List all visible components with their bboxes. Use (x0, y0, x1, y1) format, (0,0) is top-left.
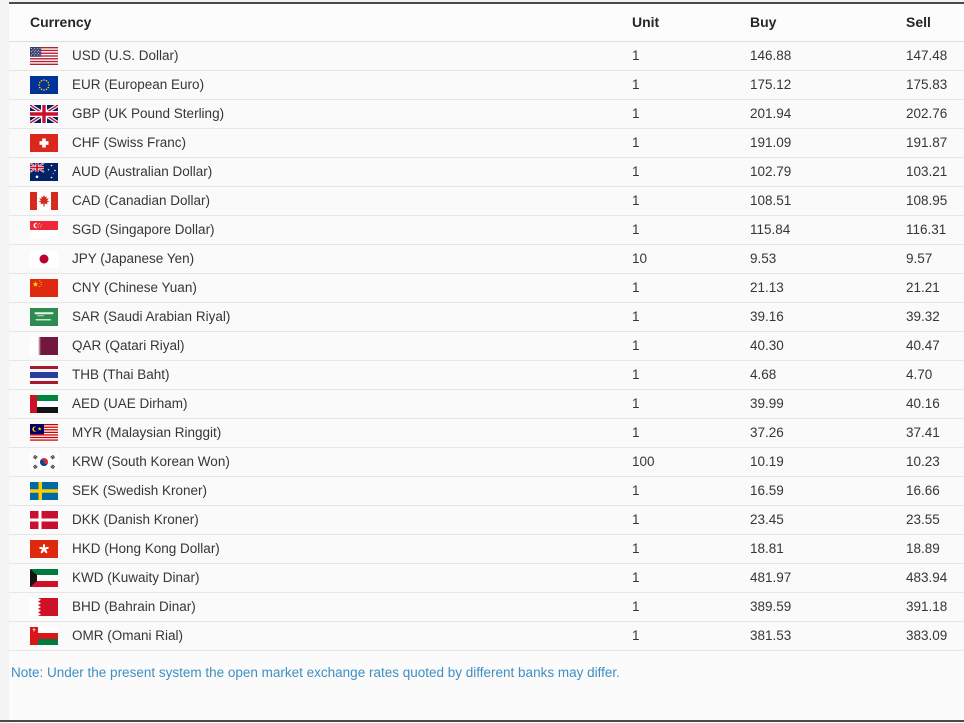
flag-cell (9, 476, 72, 505)
flag-cell (9, 215, 72, 244)
currency-name: QAR (Qatari Riyal) (72, 331, 632, 360)
unit-value: 1 (632, 534, 750, 563)
unit-value: 1 (632, 128, 750, 157)
unit-value: 1 (632, 360, 750, 389)
currency-name: GBP (UK Pound Sterling) (72, 99, 632, 128)
unit-value: 1 (632, 563, 750, 592)
table-row (9, 563, 964, 592)
table-row (9, 331, 964, 360)
flag-cell (9, 447, 72, 476)
unit-value: 1 (632, 389, 750, 418)
flag-cell (9, 389, 72, 418)
flag-cell (9, 331, 72, 360)
flag-cell (9, 534, 72, 563)
eur-flag-icon (30, 76, 58, 94)
unit-value: 1 (632, 41, 750, 70)
flag-cell (9, 244, 72, 273)
usd-flag-icon (30, 47, 58, 65)
buy-rate: 108.51 (750, 186, 906, 215)
sell-rate: 23.55 (906, 505, 964, 534)
aud-flag-icon (30, 163, 58, 181)
currency-name: AED (UAE Dirham) (72, 389, 632, 418)
thb-flag-icon (30, 366, 58, 384)
currency-name: CNY (Chinese Yuan) (72, 273, 632, 302)
hkd-flag-icon (30, 540, 58, 558)
unit-value: 1 (632, 476, 750, 505)
unit-value: 1 (632, 273, 750, 302)
buy-rate: 191.09 (750, 128, 906, 157)
header-sell: Sell (906, 4, 964, 41)
table-row (9, 447, 964, 476)
unit-value: 1 (632, 70, 750, 99)
table-row (9, 592, 964, 621)
buy-rate: 39.99 (750, 389, 906, 418)
flag-cell (9, 70, 72, 99)
table-row (9, 70, 964, 99)
sell-rate: 116.31 (906, 215, 964, 244)
currency-name: DKK (Danish Kroner) (72, 505, 632, 534)
header-buy: Buy (750, 4, 906, 41)
flag-cell (9, 273, 72, 302)
currency-name: OMR (Omani Rial) (72, 621, 632, 650)
sar-flag-icon (30, 308, 58, 326)
cad-flag-icon (30, 192, 58, 210)
flag-cell (9, 621, 72, 650)
unit-value: 1 (632, 186, 750, 215)
currency-name: USD (U.S. Dollar) (72, 41, 632, 70)
myr-flag-icon (30, 424, 58, 442)
buy-rate: 16.59 (750, 476, 906, 505)
table-row (9, 128, 964, 157)
table-row (9, 302, 964, 331)
table-row (9, 476, 964, 505)
buy-rate: 4.68 (750, 360, 906, 389)
table-row (9, 360, 964, 389)
unit-value: 1 (632, 302, 750, 331)
sgd-flag-icon (30, 221, 58, 239)
bottom-divider (0, 720, 964, 722)
table-row (9, 534, 964, 563)
currency-name: SAR (Saudi Arabian Riyal) (72, 302, 632, 331)
sell-rate: 4.70 (906, 360, 964, 389)
currency-name: SEK (Swedish Kroner) (72, 476, 632, 505)
flag-cell (9, 418, 72, 447)
krw-flag-icon (30, 453, 58, 471)
table-row (9, 215, 964, 244)
table-row (9, 41, 964, 70)
sek-flag-icon (30, 482, 58, 500)
buy-rate: 146.88 (750, 41, 906, 70)
flag-cell (9, 41, 72, 70)
unit-value: 1 (632, 215, 750, 244)
buy-rate: 18.81 (750, 534, 906, 563)
buy-rate: 39.16 (750, 302, 906, 331)
bhd-flag-icon (30, 598, 58, 616)
flag-cell (9, 563, 72, 592)
buy-rate: 9.53 (750, 244, 906, 273)
currency-name: SGD (Singapore Dollar) (72, 215, 632, 244)
sell-rate: 483.94 (906, 563, 964, 592)
table-header-row (9, 4, 964, 41)
buy-rate: 102.79 (750, 157, 906, 186)
currency-name: JPY (Japanese Yen) (72, 244, 632, 273)
sell-rate: 202.76 (906, 99, 964, 128)
unit-value: 1 (632, 621, 750, 650)
exchange-rates-table (9, 4, 964, 651)
table-row (9, 99, 964, 128)
rates-note: Note: Under the present system the open market exchange rates quoted by different banks may differ. (11, 664, 620, 680)
currency-name: KRW (South Korean Won) (72, 447, 632, 476)
buy-rate: 10.19 (750, 447, 906, 476)
sell-rate: 9.57 (906, 244, 964, 273)
table-body (9, 41, 964, 650)
sell-rate: 108.95 (906, 186, 964, 215)
buy-rate: 481.97 (750, 563, 906, 592)
sell-rate: 10.23 (906, 447, 964, 476)
flag-cell (9, 128, 72, 157)
table-row (9, 389, 964, 418)
unit-value: 1 (632, 157, 750, 186)
unit-value: 1 (632, 418, 750, 447)
sell-rate: 391.18 (906, 592, 964, 621)
flag-cell (9, 302, 72, 331)
table-row (9, 505, 964, 534)
jpy-flag-icon (30, 250, 58, 268)
sell-rate: 175.83 (906, 70, 964, 99)
aed-flag-icon (30, 395, 58, 413)
buy-rate: 40.30 (750, 331, 906, 360)
sell-rate: 37.41 (906, 418, 964, 447)
flag-cell (9, 592, 72, 621)
unit-value: 1 (632, 505, 750, 534)
buy-rate: 201.94 (750, 99, 906, 128)
buy-rate: 381.53 (750, 621, 906, 650)
sell-rate: 40.16 (906, 389, 964, 418)
buy-rate: 21.13 (750, 273, 906, 302)
currency-name: KWD (Kuwaity Dinar) (72, 563, 632, 592)
currency-name: THB (Thai Baht) (72, 360, 632, 389)
gbp-flag-icon (30, 105, 58, 123)
chf-flag-icon (30, 134, 58, 152)
currency-name: EUR (European Euro) (72, 70, 632, 99)
unit-value: 1 (632, 592, 750, 621)
omr-flag-icon (30, 627, 58, 645)
table-row (9, 186, 964, 215)
unit-value: 1 (632, 99, 750, 128)
sell-rate: 39.32 (906, 302, 964, 331)
currency-name: CHF (Swiss Franc) (72, 128, 632, 157)
kwd-flag-icon (30, 569, 58, 587)
cny-flag-icon (30, 279, 58, 297)
flag-cell (9, 360, 72, 389)
sell-rate: 103.21 (906, 157, 964, 186)
sell-rate: 147.48 (906, 41, 964, 70)
currency-name: CAD (Canadian Dollar) (72, 186, 632, 215)
buy-rate: 389.59 (750, 592, 906, 621)
flag-cell (9, 157, 72, 186)
buy-rate: 175.12 (750, 70, 906, 99)
qar-flag-icon (30, 337, 58, 355)
sell-rate: 383.09 (906, 621, 964, 650)
sell-rate: 16.66 (906, 476, 964, 505)
currency-name: BHD (Bahrain Dinar) (72, 592, 632, 621)
currency-name: HKD (Hong Kong Dollar) (72, 534, 632, 563)
sell-rate: 40.47 (906, 331, 964, 360)
table-row (9, 418, 964, 447)
dkk-flag-icon (30, 511, 58, 529)
flag-cell (9, 505, 72, 534)
sell-rate: 21.21 (906, 273, 964, 302)
table-row (9, 273, 964, 302)
exchange-rates-panel (9, 2, 964, 723)
flag-cell (9, 99, 72, 128)
currency-name: MYR (Malaysian Ringgit) (72, 418, 632, 447)
header-currency: Currency (9, 4, 632, 41)
unit-value: 10 (632, 244, 750, 273)
buy-rate: 115.84 (750, 215, 906, 244)
sell-rate: 191.87 (906, 128, 964, 157)
header-unit: Unit (632, 4, 750, 41)
table-row (9, 244, 964, 273)
unit-value: 100 (632, 447, 750, 476)
buy-rate: 37.26 (750, 418, 906, 447)
currency-name: AUD (Australian Dollar) (72, 157, 632, 186)
flag-cell (9, 186, 72, 215)
unit-value: 1 (632, 331, 750, 360)
table-row (9, 157, 964, 186)
buy-rate: 23.45 (750, 505, 906, 534)
table-row (9, 621, 964, 650)
sell-rate: 18.89 (906, 534, 964, 563)
